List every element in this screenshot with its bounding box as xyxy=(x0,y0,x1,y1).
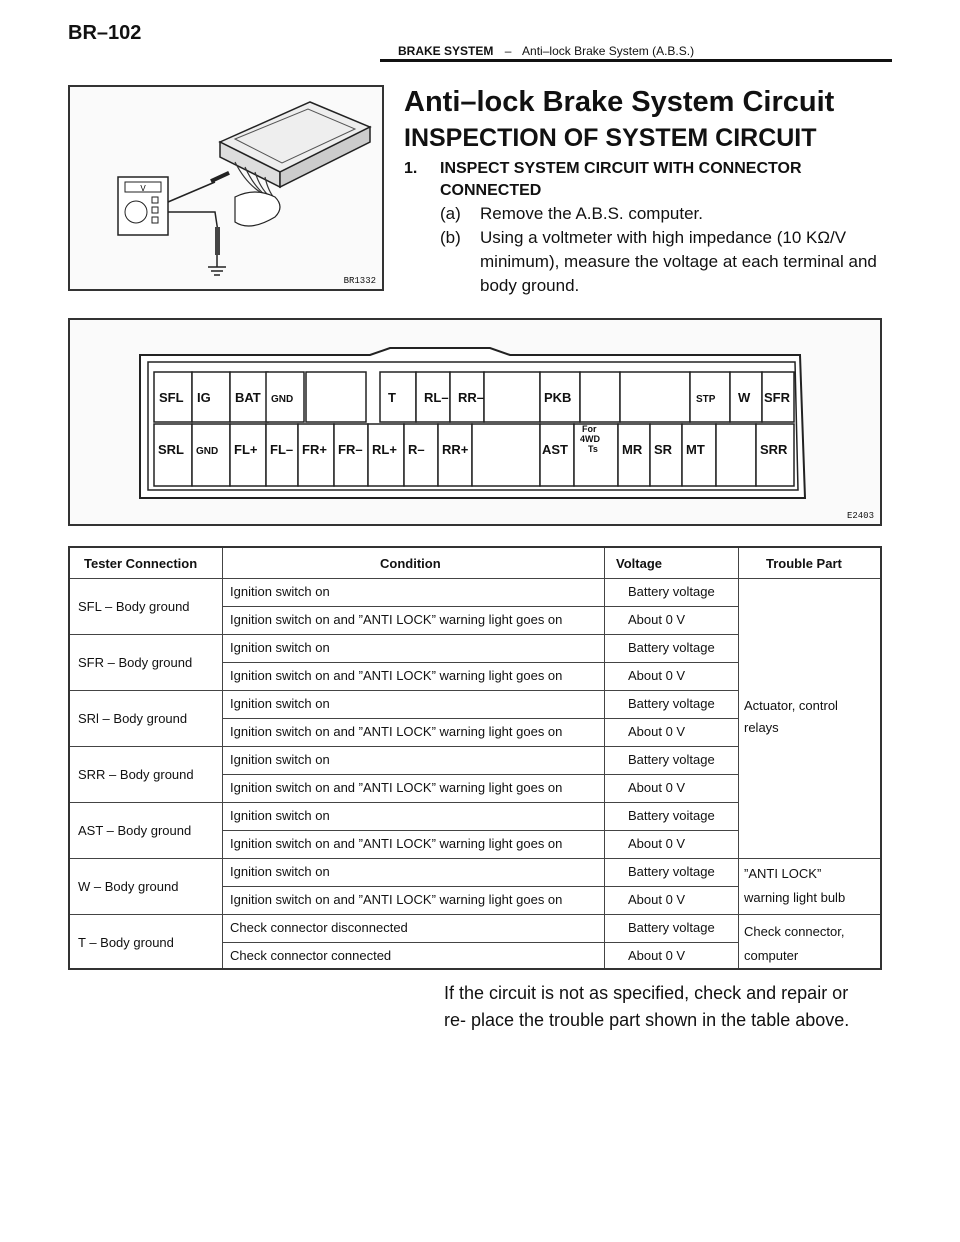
table-voltage-0-0: Battery voltage xyxy=(628,584,715,599)
pin-label-ig: IG xyxy=(197,390,211,405)
step-line2: CONNECTED xyxy=(440,182,542,199)
header-subsection: Anti–lock Brake System (A.B.S.) xyxy=(522,44,695,58)
connector-diagram xyxy=(70,320,880,524)
voltmeter-illustration xyxy=(70,87,382,289)
trouble-part-0-line1: Actuator, control xyxy=(744,698,838,713)
step-line1: INSPECT SYSTEM CIRCUIT WITH CONNECTOR xyxy=(440,160,802,177)
pin-label-bat: BAT xyxy=(235,390,261,405)
substep-a-text: Remove the A.B.S. computer. xyxy=(480,204,704,223)
table-voltage-3-1: About 0 V xyxy=(628,780,686,795)
table-group-rule-4 xyxy=(70,858,880,859)
pin-label-bottom-left-6: RL+ xyxy=(372,442,397,457)
table-voltage-6-1: About 0 V xyxy=(628,948,686,963)
table-connection-1: SFR – Body ground xyxy=(78,655,193,670)
table-row-rule-3-0 xyxy=(222,774,738,775)
table-condition-1-0: Ignition switch on xyxy=(230,640,330,655)
pin-label-sfr: SFR xyxy=(764,390,790,405)
table-connection-6: T – Body ground xyxy=(78,935,174,950)
trouble-part-1-line2: warning light bulb xyxy=(744,890,846,905)
table-condition-2-0: Ignition switch on xyxy=(230,696,330,711)
pin-label-bottom-left-8: RR+ xyxy=(442,442,469,457)
running-header xyxy=(398,44,694,58)
table-group-rule-5 xyxy=(70,914,880,915)
pin-label-bottom-left-3: FL– xyxy=(270,442,294,457)
table-voltage-4-1: About 0 V xyxy=(628,836,686,851)
figure-voltmeter-measurement xyxy=(68,85,384,291)
table-row-rule-6-0 xyxy=(222,942,738,943)
table-row-rule-4-0 xyxy=(222,830,738,831)
pin-label-top-mid-2: RR– xyxy=(458,390,485,405)
table-group-rule-2 xyxy=(70,746,738,747)
table-condition-5-1: Ignition switch on and ”ANTI LOCK” warning light goes on xyxy=(230,892,563,907)
pin-top-mid-0 xyxy=(380,372,416,422)
table-group-rule-3 xyxy=(70,802,738,803)
pin-label-bottom-left-1: GND xyxy=(196,446,219,457)
table-voltage-6-0: Battery voltage xyxy=(628,920,715,935)
table-connection-4: AST – Body ground xyxy=(78,823,192,838)
table-condition-5-0: Ignition switch on xyxy=(230,864,330,879)
table-header-1: Condition xyxy=(380,556,441,571)
substep-b-text: Using a voltmeter with high impedance (10 KΩ/V minimum), measure the voltage at each terminal and body ground. xyxy=(480,228,877,295)
substep-a-tag: (a) xyxy=(440,204,461,223)
pin-label-sr: SR xyxy=(654,442,673,457)
pin-label-ast: AST xyxy=(542,442,568,457)
page-number: BR–102 xyxy=(68,22,142,44)
table-header-rule xyxy=(70,578,880,579)
pin-empty-top-1 xyxy=(306,372,366,422)
table-row-rule-5-0 xyxy=(222,886,738,887)
figure1-code: BR1332 xyxy=(343,276,376,286)
header-section: BRAKE SYSTEM xyxy=(398,44,494,58)
step-1 xyxy=(404,158,884,202)
inspection-table xyxy=(68,546,882,970)
table-condition-3-1: Ignition switch on and ”ANTI LOCK” warning light goes on xyxy=(230,780,563,795)
pin-label-bottom-left-0: SRL xyxy=(158,442,184,457)
footer-note: If the circuit is not as specified, check and repair or re- place the trouble part shown in the table above. xyxy=(444,983,850,1030)
table-row-rule-0-0 xyxy=(222,606,738,607)
trouble-part-2-line2: computer xyxy=(744,948,799,963)
figure-connector-pinout xyxy=(68,318,882,526)
pin-label-for: For xyxy=(582,424,597,434)
header-separator: – xyxy=(504,44,512,58)
substep-a xyxy=(440,202,880,226)
pin-label-stp: STP xyxy=(696,394,716,405)
table-header-2: Voltage xyxy=(616,556,662,571)
step-number: 1. xyxy=(404,160,418,177)
table-group-rule-1 xyxy=(70,690,738,691)
page-title: Anti–lock Brake System Circuit xyxy=(404,86,835,118)
table-col-rule-0 xyxy=(222,548,223,968)
pin-label-top-mid-0: T xyxy=(388,390,396,405)
table-connection-5: W – Body ground xyxy=(78,879,179,894)
table-group-rule-0 xyxy=(70,634,738,635)
pin-label-top-mid-1: RL– xyxy=(424,390,449,405)
pin-label-bottom-left-2: FL+ xyxy=(234,442,258,457)
table-connection-0: SFL – Body ground xyxy=(78,599,190,614)
pin-empty-top-3 xyxy=(580,372,620,422)
substep-b-tag: (b) xyxy=(440,228,461,247)
table-voltage-0-1: About 0 V xyxy=(628,612,686,627)
table-header-0: Tester Connection xyxy=(84,556,198,571)
table-condition-4-0: Ignition switch on xyxy=(230,808,330,823)
pin-empty-top-2 xyxy=(484,372,540,422)
pin-empty-bottom-2 xyxy=(716,424,756,486)
pin-label-bottom-left-7: R– xyxy=(408,442,425,457)
pin-label-w: W xyxy=(738,390,751,405)
table-condition-6-1: Check connector connected xyxy=(230,948,392,963)
table-condition-6-0: Check connector disconnected xyxy=(230,920,408,935)
trouble-part-0-line2: relays xyxy=(744,720,779,735)
table-voltage-2-1: About 0 V xyxy=(628,724,686,739)
substep-b xyxy=(440,226,880,298)
trouble-part-1-line1: ”ANTI LOCK” xyxy=(744,866,822,881)
pin-label-srr: SRR xyxy=(760,442,788,457)
table-voltage-2-0: Battery voltage xyxy=(628,696,715,711)
pin-label-pkb: PKB xyxy=(544,390,572,405)
pin-label-bottom-left-5: FR– xyxy=(338,442,363,457)
table-condition-3-0: Ignition switch on xyxy=(230,752,330,767)
table-voltage-5-0: Battery voltage xyxy=(628,864,715,879)
table-voltage-1-1: About 0 V xyxy=(628,668,686,683)
pin-empty-bottom-1 xyxy=(472,424,540,486)
pin-label-sfl: SFL xyxy=(159,390,184,405)
pin-label-bottom-left-4: FR+ xyxy=(302,442,327,457)
table-row-rule-1-0 xyxy=(222,662,738,663)
header-rule xyxy=(380,59,892,62)
table-col-rule-2 xyxy=(738,548,739,968)
table-header-3: Trouble Part xyxy=(766,556,842,571)
table-voltage-5-1: About 0 V xyxy=(628,892,686,907)
section-title: INSPECTION OF SYSTEM CIRCUIT xyxy=(404,124,817,152)
table-row-rule-2-0 xyxy=(222,718,738,719)
trouble-part-2-line1: Check connector, xyxy=(744,924,845,939)
meter-label: V xyxy=(140,184,146,193)
figure2-code: E2403 xyxy=(846,511,874,521)
table-condition-0-1: Ignition switch on and ”ANTI LOCK” warning light goes on xyxy=(230,612,563,627)
table-connection-2: SRl – Body ground xyxy=(78,711,188,726)
table-voltage-3-0: Battery voltage xyxy=(628,752,715,767)
table-voltage-4-0: Battery voitage xyxy=(628,808,715,823)
table-connection-3: SRR – Body ground xyxy=(78,767,194,782)
table-voltage-1-0: Battery voltage xyxy=(628,640,715,655)
pin-label-mt: MT xyxy=(686,442,705,457)
table-condition-4-1: Ignition switch on and ”ANTI LOCK” warning light goes on xyxy=(230,836,563,851)
pin-label-ts: Ts xyxy=(588,444,598,454)
pin-label-4wd: 4WD xyxy=(580,434,600,444)
pin-label-gnd: GND xyxy=(271,394,294,405)
table-condition-1-1: Ignition switch on and ”ANTI LOCK” warning light goes on xyxy=(230,668,563,683)
pin-empty-top-4 xyxy=(620,372,690,422)
table-condition-2-1: Ignition switch on and ”ANTI LOCK” warning light goes on xyxy=(230,724,563,739)
pin-label-mr: MR xyxy=(622,442,643,457)
table-col-rule-1 xyxy=(604,548,605,968)
table-condition-0-0: Ignition switch on xyxy=(230,584,330,599)
